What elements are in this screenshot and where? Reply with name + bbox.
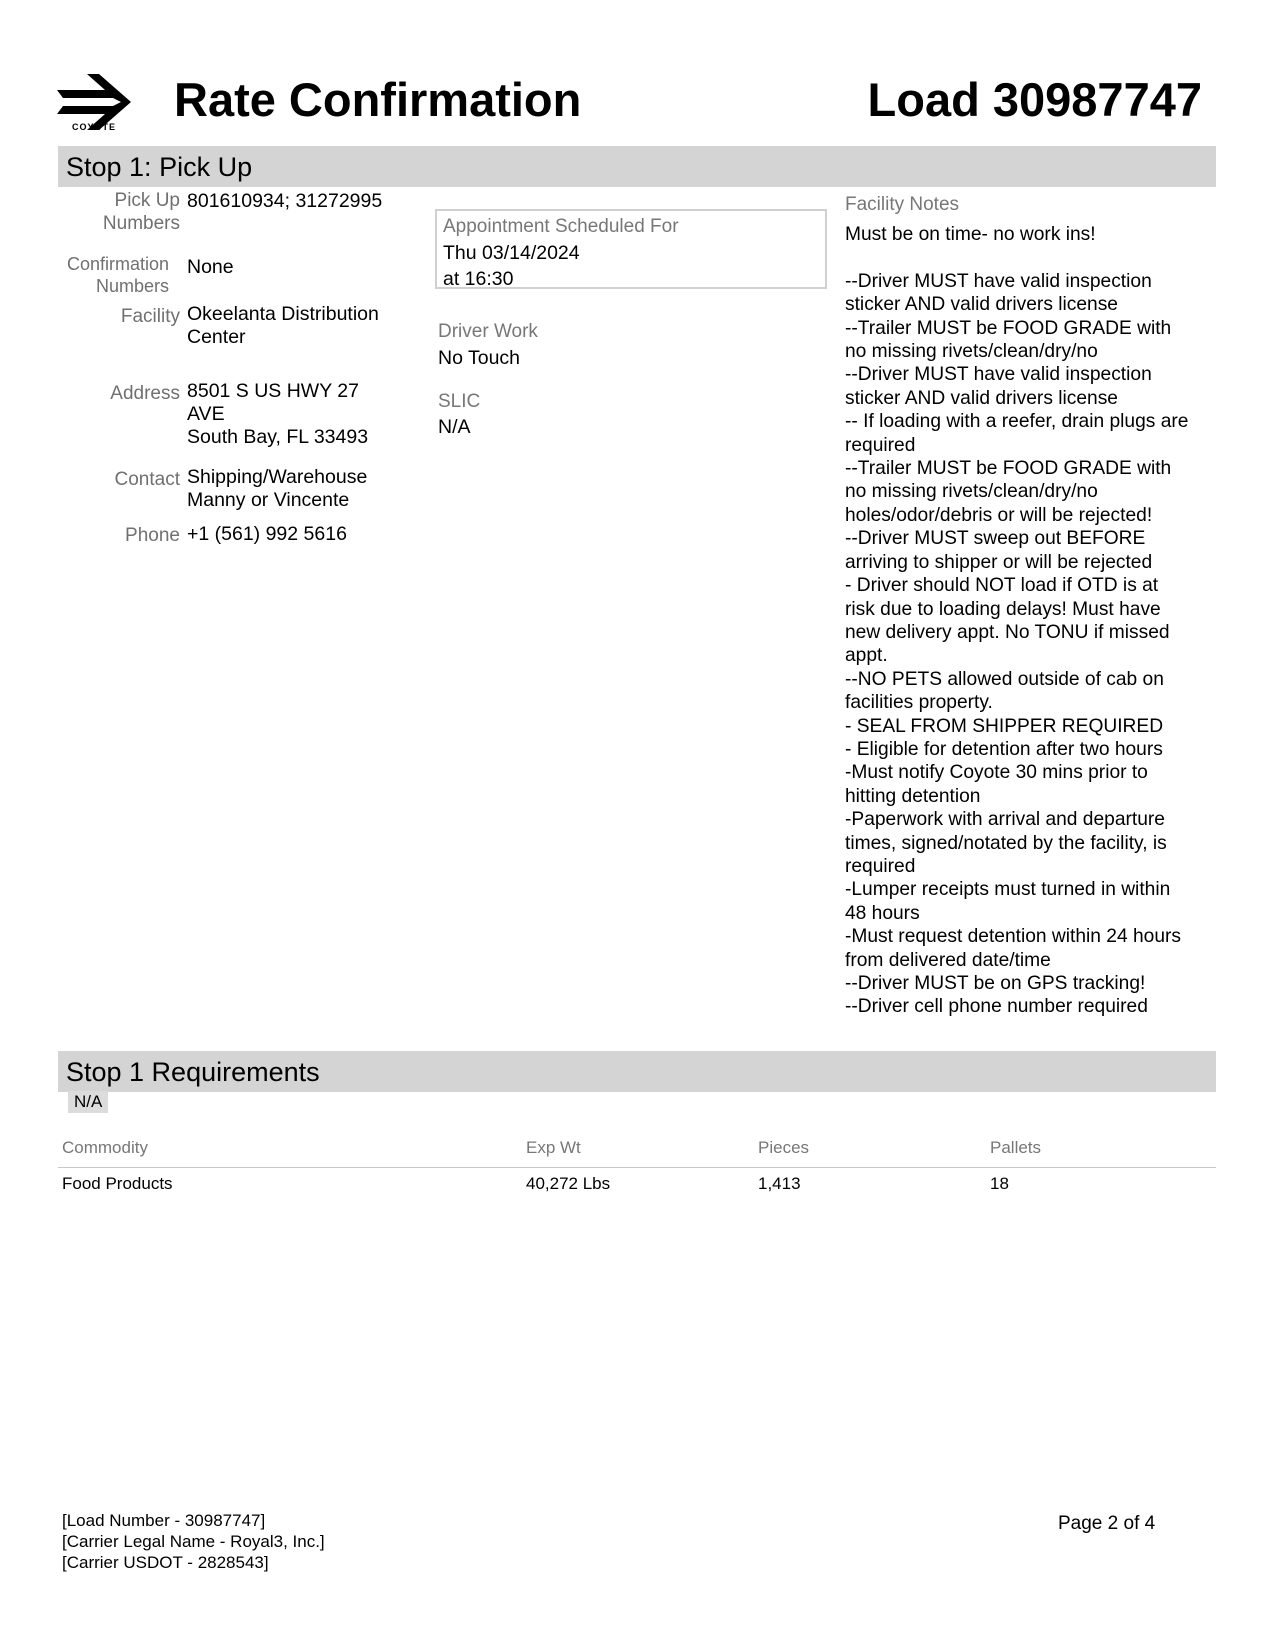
table-cell-exp-wt: 40,272 Lbs (526, 1174, 611, 1193)
confirmation-numbers-value: None (187, 256, 234, 278)
appointment-title: Appointment Scheduled For (443, 216, 679, 237)
pickup-numbers-label: Pick Up Numbers (102, 190, 180, 234)
footer-load-number: [Load Number - 30987747] (62, 1511, 266, 1530)
address-value: 8501 S US HWY 27 AVE South Bay, FL 33493 (187, 380, 369, 448)
phone-value: +1 (561) 992 5616 (187, 523, 347, 545)
facility-notes-text: Must be on time- no work ins! --Driver MUST have valid inspection sticker AND valid drivers license --Trailer MUST be FOOD GRADE with no missing rivets/clean/dry/no --Driver MUST have valid inspection sticker AND valid drivers license -- If loading with a reefer, drain plugs are required --Trailer MUST be FOOD GRADE with no missing rivets/clean/dry/no holes/odor/debris or will be rejected! --Driver MUST sweep out BEFORE arriving to shipper or will be rejected - Driver should NOT load if OTD is at risk due to loading delays! Must have new delivery appt. No TONU if missed appt. --NO PETS allowed outside of cab on facilities property. - SEAL FROM SHIPPER REQUIRED - Eligible for detention after two hours -Must notify Coyote 30 mins prior to hitting detention -Paperwork with arrival and departure times, signed/notated by the facility, is required -Lumper receipts must turned in within 48 hours -Must request detention within 24 hours from delivered date/time --Driver MUST be on GPS tracking! --Driver cell phone number required (845, 224, 1189, 1018)
table-header-commodity: Commodity (62, 1138, 148, 1157)
stop-section-header (58, 146, 1216, 187)
document-title: Rate Confirmation (174, 73, 582, 126)
table-cell-pieces: 1,413 (758, 1174, 801, 1193)
stop-section-title: Stop 1: Pick Up (66, 152, 253, 182)
footer-carrier-usdot: [Carrier USDOT - 2828543] (62, 1553, 269, 1572)
driver-work-value: No Touch (438, 347, 521, 369)
requirements-value: N/A (68, 1091, 108, 1113)
requirements-section-header (58, 1051, 1216, 1092)
confirmation-numbers-label: Confirmation Numbers (66, 254, 169, 296)
table-cell-commodity: Food Products (62, 1174, 173, 1193)
slic-label: SLIC (438, 391, 481, 412)
load-number-title: Load 30987747 (867, 73, 1202, 126)
appointment-time: at 16:30 (443, 268, 514, 290)
facility-value: Okeelanta Distribution Center (187, 303, 379, 348)
pickup-numbers-value: 801610934; 31272995 (187, 190, 383, 212)
requirements-title: Stop 1 Requirements (66, 1057, 320, 1087)
slic-value: N/A (438, 416, 471, 438)
page-number: Page 2 of 4 (1058, 1513, 1156, 1534)
table-divider (58, 1167, 1216, 1168)
facility-label: Facility (120, 306, 180, 327)
phone-label: Phone (125, 525, 180, 546)
appointment-date: Thu 03/14/2024 (443, 242, 580, 264)
driver-work-label: Driver Work (438, 321, 538, 342)
facility-notes-label: Facility Notes (845, 194, 960, 215)
appointment-box (435, 209, 827, 289)
table-header-pallets: Pallets (990, 1138, 1042, 1157)
contact-label: Contact (114, 469, 180, 490)
table-header-exp-wt: Exp Wt (526, 1138, 581, 1157)
logo-wordmark: COYOTE (71, 122, 116, 132)
footer-info (62, 1510, 325, 1573)
table-header-pieces: Pieces (758, 1138, 810, 1157)
contact-value: Shipping/Warehouse Manny or Vincente (187, 466, 368, 511)
address-label: Address (110, 383, 180, 404)
footer-carrier-name: [Carrier Legal Name - Royal3, Inc.] (62, 1532, 325, 1551)
table-cell-pallets: 18 (990, 1174, 1009, 1193)
